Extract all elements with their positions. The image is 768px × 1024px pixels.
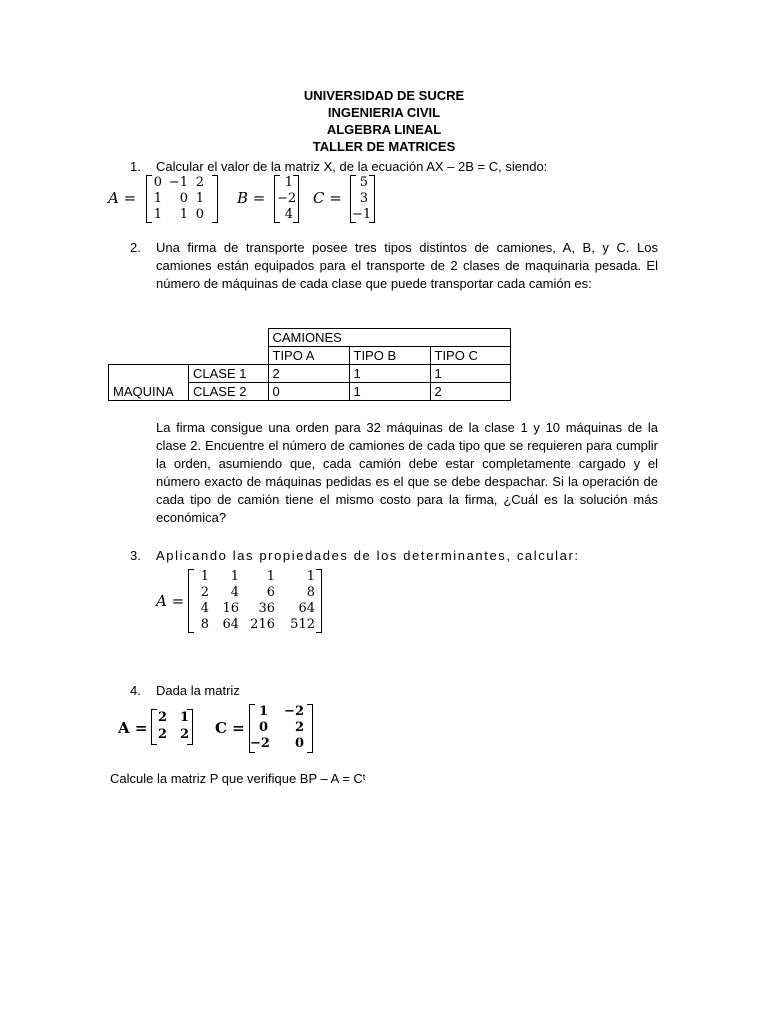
matrix-entry: −2: [277, 191, 297, 206]
header-course: ALGEBRA LINEAL: [326, 122, 442, 137]
matrix-entry: 0: [258, 720, 268, 735]
header-program: INGENIERIA CIVIL: [327, 105, 441, 120]
matrix-entry: 4: [230, 585, 239, 600]
matrix-entry: 0: [179, 191, 188, 206]
question-4-footer: Calcule la matriz P que verifique BP – A = Cᵗ: [110, 771, 366, 786]
q1-matrix-b-right-bracket: [293, 175, 299, 223]
matrix-entry: 36: [258, 601, 275, 616]
matrix-entry: 1: [200, 569, 209, 584]
q3-matrix-a-label: A =: [156, 592, 185, 610]
matrix-entry: 2: [294, 720, 304, 735]
q4-matrix-c-right-bracket: [307, 704, 313, 753]
table-col-header: TIPO A: [268, 347, 349, 365]
matrix-entry: 216: [250, 617, 275, 632]
q4-matrix-c-label: C =: [215, 719, 245, 737]
matrix-entry: 2: [200, 585, 209, 600]
matrix-entry: 8: [306, 585, 315, 600]
question-3-text: Aplicando las propiedades de los determinantes, calcular:: [156, 548, 580, 563]
matrix-entry: 2: [157, 727, 167, 742]
matrix-entry: 2: [195, 175, 204, 190]
q3-matrix-a-right-bracket: [316, 569, 322, 633]
table-col-header: TIPO C: [430, 347, 510, 365]
question-2-text: Una firma de transporte posee tres tipos distintos de camiones, A, B, y C. Los camiones están equipados para el transporte de 2 clases de maquinaria pesada. El número de máquinas de cada clase que puede transportar cada camión es:: [156, 240, 658, 291]
matrix-entry: 4: [284, 207, 293, 222]
matrix-entry: 5: [359, 175, 368, 190]
table-cell: 1: [430, 365, 510, 383]
matrix-entry: 64: [222, 617, 239, 632]
q1-matrix-c: [352, 175, 372, 223]
q1-matrix-b-label: B =: [237, 189, 266, 207]
matrix-entry: 8: [200, 617, 209, 632]
question-1-text: Calcular el valor de la matriz X, de la ecuación AX – 2B = C, siendo:: [156, 159, 548, 174]
matrix-entry: 2: [179, 727, 189, 742]
table-cell: 2: [430, 383, 510, 401]
matrix-entry: 1: [306, 569, 315, 584]
matrix-entry: 64: [298, 601, 315, 616]
table-col-header: TIPO B: [349, 347, 430, 365]
table-row-group: MAQUINA: [109, 365, 189, 401]
q1-matrix-a-right-bracket: [212, 175, 218, 223]
matrix-entry: 1: [153, 191, 162, 206]
table-cell: 2: [268, 365, 349, 383]
matrix-entry: 1: [195, 191, 204, 206]
q1-matrix-a: [148, 175, 204, 223]
q1-matrix-b: [277, 175, 297, 223]
matrix-entry: 3: [359, 191, 368, 206]
table-row-label: CLASE 1: [189, 365, 269, 383]
q4-matrix-a: [153, 709, 189, 743]
matrix-entry: −2: [284, 704, 304, 719]
table-cell: 0: [268, 383, 349, 401]
matrix-entry: 1: [179, 207, 188, 222]
header-university: UNIVERSIDAD DE SUCRE: [303, 88, 465, 103]
matrix-entry: 1: [153, 207, 162, 222]
table-empty-cell: [189, 347, 269, 365]
table-empty-cell: [109, 347, 189, 365]
table-cell: 1: [349, 383, 430, 401]
q4-matrix-c: [250, 704, 304, 752]
matrix-entry: −2: [250, 736, 270, 751]
matrix-entry: 0: [153, 175, 162, 190]
matrix-entry: 1: [284, 175, 293, 190]
question-1-number: 1.: [130, 159, 141, 174]
table-row-label: CLASE 2: [189, 383, 269, 401]
matrix-entry: −1: [352, 207, 372, 222]
matrix-entry: 1: [266, 569, 275, 584]
matrix-entry: −1: [168, 175, 188, 190]
matrix-entry: 4: [200, 601, 209, 616]
header-title: TALLER DE MATRICES: [312, 139, 456, 154]
matrix-entry: 1: [230, 569, 239, 584]
question-4-number: 4.: [130, 683, 141, 698]
question-4-text: Dada la matriz: [156, 683, 240, 698]
question-3-number: 3.: [130, 548, 141, 563]
matrix-entry: 1: [179, 710, 189, 725]
matrix-entry: 16: [222, 601, 239, 616]
table-cell: 1: [349, 365, 430, 383]
table-row: [109, 365, 511, 383]
matrix-entry: 1: [258, 704, 268, 719]
q1-matrix-a-label: A =: [108, 189, 137, 207]
table-empty-cell: [189, 329, 269, 347]
matrix-entry: 0: [195, 207, 204, 222]
table-empty-cell: [109, 329, 189, 347]
q4-matrix-a-right-bracket: [187, 709, 193, 745]
question-2-number: 2.: [130, 240, 141, 255]
question-2-followup: La firma consigue una orden para 32 máquinas de la clase 1 y 10 máquinas de la clase 2. Encuentre el número de camiones de cada tipo que se requieren para cumplir la orden, asumiendo que, cada camión debe estar completamente cargado y el número exacto de máquinas pedidas es el que se debe despachar. Si la operación de cada tipo de camión tiene el mismo costo para la firma, ¿Cuál es la solución más económica?: [156, 420, 658, 525]
table-group-header: CAMIONES: [268, 329, 510, 347]
matrix-entry: 0: [294, 736, 304, 751]
q1-matrix-c-label: C =: [313, 189, 342, 207]
trucks-table: [108, 328, 511, 401]
q1-matrix-c-right-bracket: [369, 175, 375, 223]
matrix-entry: 2: [157, 710, 167, 725]
q4-matrix-a-label: A =: [118, 719, 148, 737]
q3-matrix-a: [191, 569, 315, 633]
matrix-entry: 512: [290, 617, 315, 632]
matrix-entry: 6: [266, 585, 275, 600]
